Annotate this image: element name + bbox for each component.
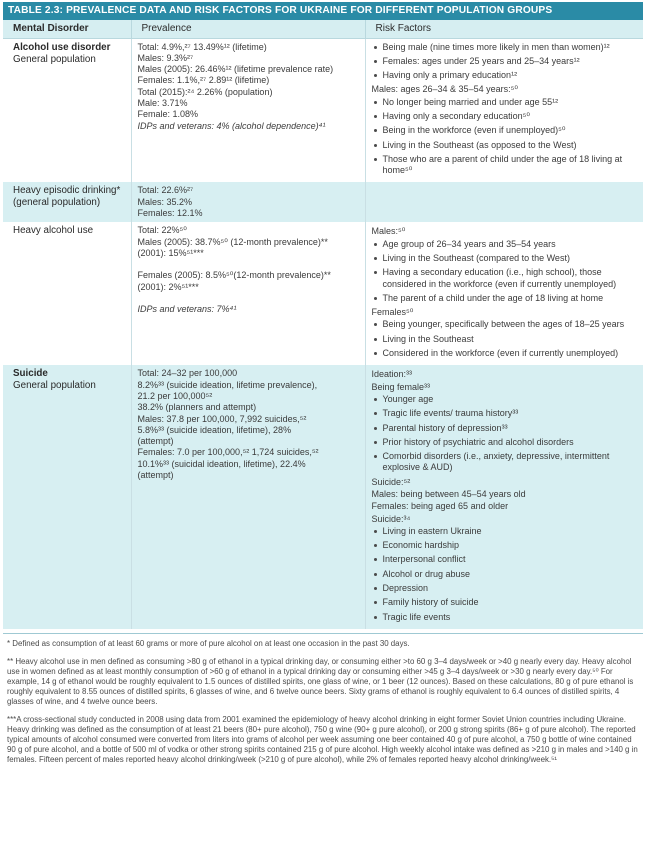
disorder-cell: [3, 182, 131, 222]
prevalence-line: Females: 1.1%,²⁷ 2.89¹² (lifetime): [137, 75, 270, 86]
risk-factor-item: Having only a secondary education⁵⁰: [372, 111, 640, 122]
disorder-population: General population: [13, 380, 96, 392]
risk-factor-list: [372, 97, 640, 177]
risk-factor-item: No longer being married and under age 55¹²: [372, 97, 640, 108]
prevalence-cell: [131, 222, 365, 365]
risk-group-heading: Suicide:³⁴: [371, 513, 411, 524]
risk-factor-item: Age group of 26–34 years and 35–54 years: [372, 239, 640, 250]
risk-factor-item: Being in the workforce (even if unemployed)⁵⁰: [372, 125, 640, 136]
table-row: [3, 365, 643, 629]
prevalence-line: Total: 22.6%²⁷: [137, 185, 194, 196]
risk-factor-item: Having only a primary education¹²: [372, 70, 640, 81]
risk-factor-item: Economic hardship: [372, 540, 640, 551]
risk-factor-item: The parent of a child under the age of 18 living at home: [372, 293, 640, 304]
prevalence-table: [3, 20, 643, 629]
prevalence-line: Total: 22%⁵⁰: [137, 225, 187, 236]
disorder-name: Heavy episodic drinking*: [13, 185, 121, 197]
risk-group-heading: Males: ages 26–34 & 35–54 years:⁵⁰: [371, 84, 518, 95]
prevalence-line: IDPs and veterans: 4% (alcohol dependence)⁴¹: [137, 120, 326, 131]
prevalence-line: Males: 35.2%: [137, 196, 193, 207]
prevalence-cell: [131, 182, 365, 222]
risk-factor-item: Comorbid disorders (i.e., anxiety, depressive, intermittent explosive & AUD): [372, 451, 640, 474]
prevalence-line: (attempt): [137, 436, 174, 447]
risk-group-heading: Females: being aged 65 and older: [371, 501, 509, 512]
risk-group-heading: Being female³³: [371, 381, 431, 392]
table-row: [3, 222, 643, 365]
risk-factors-cell: [365, 365, 643, 629]
risk-factor-item: Living in the Southeast: [372, 334, 640, 345]
risk-group-heading: Females⁵⁰: [371, 307, 414, 318]
disorder-cell: [3, 222, 131, 365]
risk-group-heading: Ideation:³³: [371, 369, 413, 380]
risk-factor-item: Depression: [372, 583, 640, 594]
risk-group-heading: Males: being between 45–54 years old: [371, 489, 526, 499]
footnotes: [3, 633, 643, 765]
prevalence-line: Males (2005): 26.46%¹² (lifetime prevalence rate): [137, 64, 334, 75]
spacer: [138, 259, 361, 270]
prevalence-line: (attempt): [137, 470, 174, 480]
risk-factor-list: [372, 526, 640, 623]
prevalence-line: (2001): 2%⁵¹***: [137, 281, 199, 292]
risk-factor-list: [372, 239, 640, 304]
risk-factor-item: Having a secondary education (i.e., high school), those considered in the workforce (even if currently unemployed): [372, 267, 640, 290]
prevalence-line: 21.2 per 100,000⁵²: [137, 390, 213, 401]
risk-factor-item: Living in the Southeast (as opposed to the West): [372, 140, 640, 151]
risk-factor-item: Females: ages under 25 years and 25–34 years¹²: [372, 56, 640, 67]
risk-factor-item: Family history of suicide: [372, 597, 640, 608]
prevalence-line: Males (2005): 38.7%⁵⁰ (12-month prevalence)**: [137, 236, 328, 247]
risk-factor-item: Parental history of depression³³: [372, 423, 640, 434]
risk-factors-cell: [365, 182, 643, 222]
table-title: TABLE 2.3: PREVALENCE DATA AND RISK FACTORS FOR UKRAINE FOR DIFFERENT POPULATION GROUPS: [3, 2, 643, 20]
prevalence-line: Total: 4.9%,²⁷ 13.49%¹² (lifetime): [137, 41, 267, 52]
risk-factor-item: Alcohol or drug abuse: [372, 569, 640, 580]
risk-factors-cell: [365, 38, 643, 182]
risk-factors-cell: [365, 222, 643, 365]
footnote: ** Heavy alcohol use in men defined as consuming >80 g of ethanol in a typical drinking day, or consuming either >to 60 g 3–4 days/week or >40 g nearly every day. Heavy alcohol use in women defined as at least monthly consumption of >60 g of ethanol in a typical drinking day or consuming either >45 g 3–4 days/week or >30 g nearly every day.⁵⁰ For example, 14 g of ethanol would be roughly equivalent to 1.5 ounces of distilled spirits, one glass of wine, or 1 beer (12 ounces). Based on these calculations, 80 g of pure ethanol is roughly equivalent to 8.55 ounces of distilled spirits, 6 glasses of wine, and 6 twelve ounce beers. Sixty grams of ethanol is roughly equivalent to 6.4 ounces of distilled spirits, 4 glasses of wine, and 4 twelve ounce beers.: [7, 656, 634, 706]
header-risk-factors: Risk Factors: [365, 20, 643, 38]
prevalence-line: Females: 7.0 per 100,000,⁵² 1,724 suicides,⁵²: [137, 447, 319, 458]
disorder-name: Suicide: [13, 368, 48, 380]
risk-factor-item: Considered in the workforce (even if currently unemployed): [372, 348, 640, 359]
disorder-name: Heavy alcohol use: [13, 225, 94, 237]
disorder-name: Alcohol use disorder: [13, 41, 111, 53]
prevalence-line: Males: 37.8 per 100,000, 7,992 suicides,⁵²: [137, 413, 307, 424]
spacer: [138, 293, 361, 304]
prevalence-line: Male: 3.71%: [137, 97, 188, 108]
prevalence-line: 38.2% (planners and attempt): [137, 402, 257, 413]
disorder-cell: [3, 365, 131, 629]
header-prevalence: Prevalence: [131, 20, 365, 38]
table-header-row: [3, 20, 643, 38]
prevalence-line: Females (2005): 8.5%⁵⁰(12-month prevalence)**: [137, 270, 331, 281]
prevalence-line: 10.1%³³ (suicidal ideation, lifetime), 22.4%: [137, 458, 306, 469]
table-row: [3, 182, 643, 222]
prevalence-cell: [131, 365, 365, 629]
prevalence-line: IDPs and veterans: 7%⁴¹: [137, 303, 237, 314]
risk-group-heading: Males:⁵⁰: [371, 226, 406, 237]
footnote: ***A cross-sectional study conducted in 2008 using data from 2001 examined the epidemiology of heavy alcohol drinking in eight former Soviet Union countries including Ukraine. Heavy drinking was defined as the consumption of at least 21 beers (80+ pure alcohol), 750 g wine (90+ g pure alcohol), or 200 g strong spirits (86+ g of pure alcohol). The reported typical amounts of alcohol consumed were converted from liters into grams of alcohol per week assuming one beer contained 40 g of pure alcohol, a 750 g bottle of wine contained 90 g of pure alcohol, and a bottle of 500 ml of vodka or other strong spirits contained 215 g of pure alcohol. High weekly alcohol intake was defined as >210 g in males and >140 g in females. Fifteen percent of males reported heavy alcohol drinking/week (>210 g of pure alcohol), while 2% of females reported heavy alcohol drinking/week.⁵¹: [7, 714, 638, 764]
disorder-population: General population: [13, 53, 96, 65]
table-row: [3, 38, 643, 182]
risk-factor-list: [372, 42, 640, 82]
prevalence-cell: [131, 38, 365, 182]
prevalence-line: 5.8%³³ (suicide ideation, lifetime), 28%: [137, 424, 292, 435]
disorder-cell: [3, 38, 131, 182]
prevalence-line: 8.2%³³ (suicide ideation, lifetime prevalence),: [137, 379, 318, 390]
prevalence-line: Female: 1.08%: [137, 109, 199, 120]
prevalence-line: Females: 12.1%: [137, 208, 203, 219]
prevalence-line: (2001): 15%⁵¹***: [137, 247, 204, 258]
risk-factor-item: Tragic life events: [372, 612, 640, 623]
risk-factor-item: Living in the Southeast (compared to the West): [372, 253, 640, 264]
risk-factor-item: Interpersonal conflict: [372, 554, 640, 565]
prevalence-line: Total: 24–32 per 100,000: [137, 368, 238, 379]
risk-factor-item: Prior history of psychiatric and alcohol disorders: [372, 437, 640, 448]
risk-factor-item: Tragic life events/ trauma history³³: [372, 408, 640, 419]
risk-factor-list: [372, 394, 640, 474]
prevalence-line: Males: 9.3%²⁷: [137, 52, 194, 63]
risk-factor-list: [372, 319, 640, 359]
risk-group-heading: Suicide:⁵²: [371, 476, 411, 487]
risk-factor-item: Living in eastern Ukraine: [372, 526, 640, 537]
footnote: * Defined as consumption of at least 60 grams or more of pure alcohol on at least one occasion in the past 30 days.: [7, 638, 410, 648]
prevalence-line: Total (2015):²⁴ 2.26% (population): [137, 86, 273, 97]
disorder-population: (general population): [13, 197, 101, 209]
risk-factor-item: Younger age: [372, 394, 640, 405]
risk-factor-item: Being male (nine times more likely in men than women)¹²: [372, 42, 640, 53]
header-mental-disorder: Mental Disorder: [3, 20, 131, 38]
risk-factor-item: Being younger, specifically between the ages of 18–25 years: [372, 319, 640, 330]
risk-factor-item: Those who are a parent of child under the age of 18 living at home⁵⁰: [372, 154, 640, 177]
